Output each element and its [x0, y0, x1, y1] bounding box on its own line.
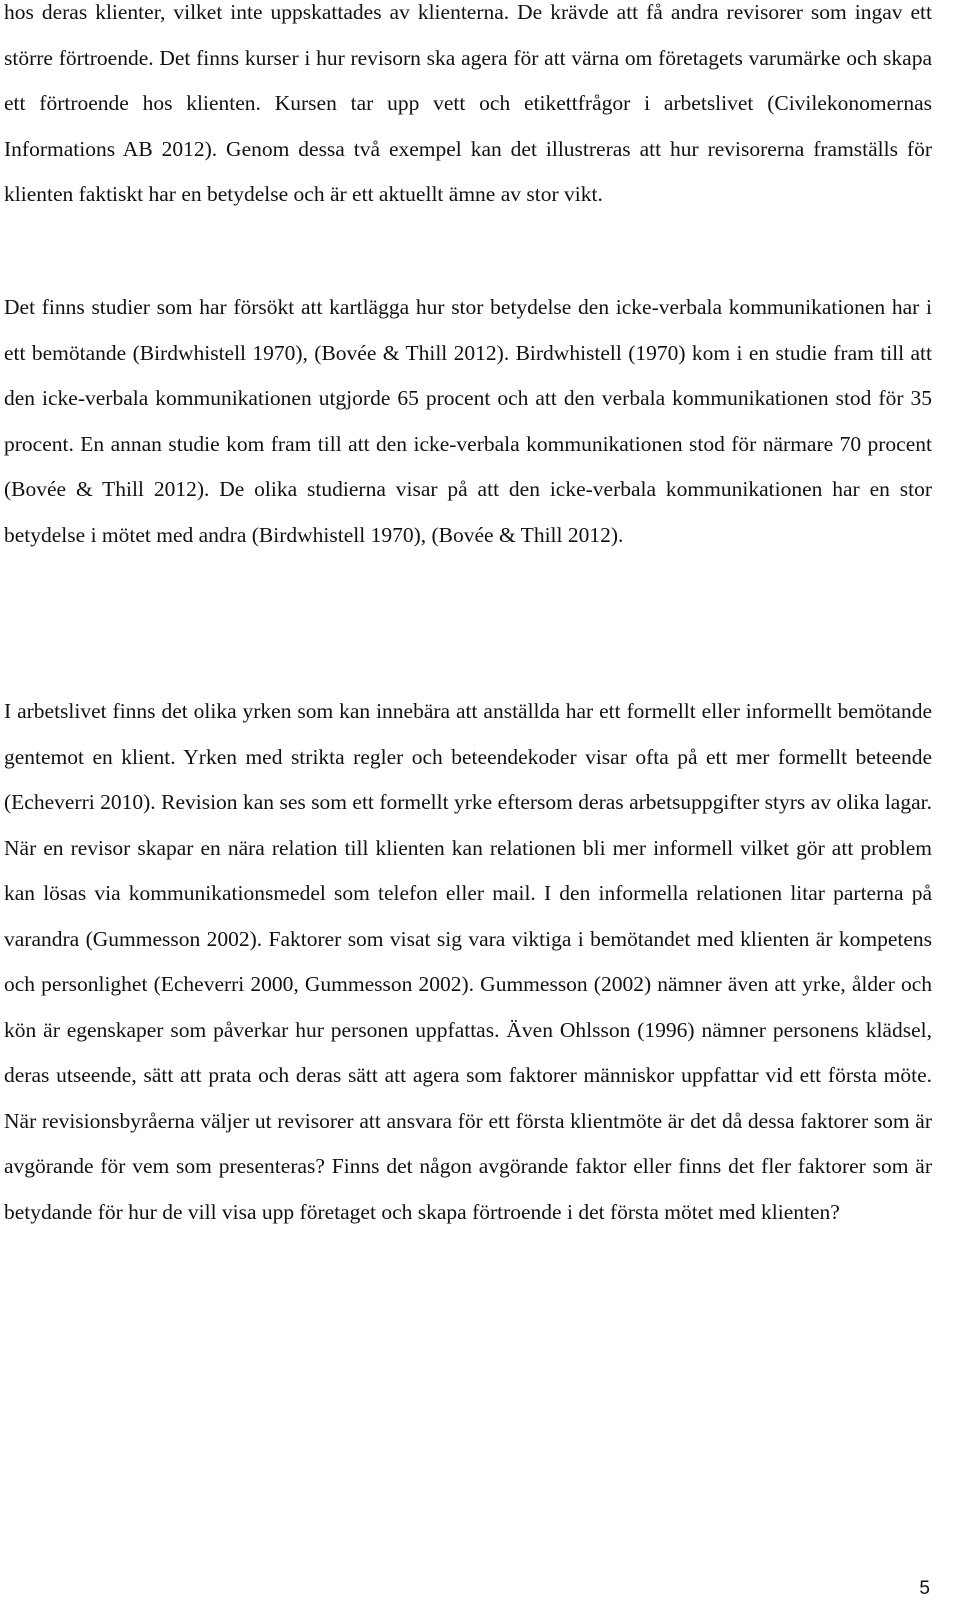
body-paragraph-2: Det finns studier som har försökt att kartlägga hur stor betydelse den icke-verbala kommunikationen har i ett bemötande (Birdwhistell 1970), (Bovée & Thill 2012). Birdwhistell (1970) kom i en studie fram till att den icke-verbala kommunikationen utgjorde 65 procent och att den verbala kommunikationen stod för 35 procent. En annan studie kom fram till att den icke-verbala kommunikationen stod för närmare 70 procent (Bovée & Thill 2012). De olika studierna visar på att den icke-verbala kommunikationen har en stor betydelse i mötet med andra (Birdwhistell 1970), (Bovée & Thill 2012). [4, 295, 932, 547]
page-number: 5 [919, 1578, 930, 1599]
body-paragraph-1: hos deras klienter, vilket inte uppskattades av klienterna. De krävde att få andra revisorer som ingav ett större förtroende. Det finns kurser i hur revisorn ska agera för att värna om företagets varumärke och skapa ett förtroende hos klienten. Kursen tar upp vett och etikettfrågor i arbetslivet (Civilekonomernas Informations AB 2012). Genom dessa två exempel kan det illustreras att hur revisorerna framställs för klienten faktiskt har en betydelse och är ett aktuellt ämne av stor vikt. [4, 0, 932, 206]
body-paragraph-3: I arbetslivet finns det olika yrken som kan innebära att anställda har ett formellt eller informellt bemötande gentemot en klient. Yrken med strikta regler och beteendekoder visar ofta på ett mer formellt beteende (Echeverri 2010). Revision kan ses som ett formellt yrke eftersom deras arbetsuppgifter styrs av olika lagar. När en revisor skapar en nära relation till klienten kan relationen bli mer informell vilket gör att problem kan lösas via kommunikationsmedel som telefon eller mail. I den informella relationen litar parterna på varandra (Gummesson 2002). Faktorer som visat sig vara viktiga i bemötandet med klienten är kompetens och personlighet (Echeverri 2000, Gummesson 2002). Gummesson (2002) nämner även att yrke, ålder och kön är egenskaper som påverkar hur personen uppfattas. Även Ohlsson (1996) nämner personens klädsel, deras utseende, sätt att prata och deras sätt att agera som faktorer människor uppfattar vid ett första möte. När revisionsbyråerna väljer ut revisorer att ansvara för ett första klientmöte är det då dessa faktorer som är avgörande för vem som presenteras? Finns det någon avgörande faktor eller finns det fler faktorer som är betydande för hur de vill visa upp företaget och skapa förtroende i det första mötet med klienten? [4, 699, 932, 1224]
